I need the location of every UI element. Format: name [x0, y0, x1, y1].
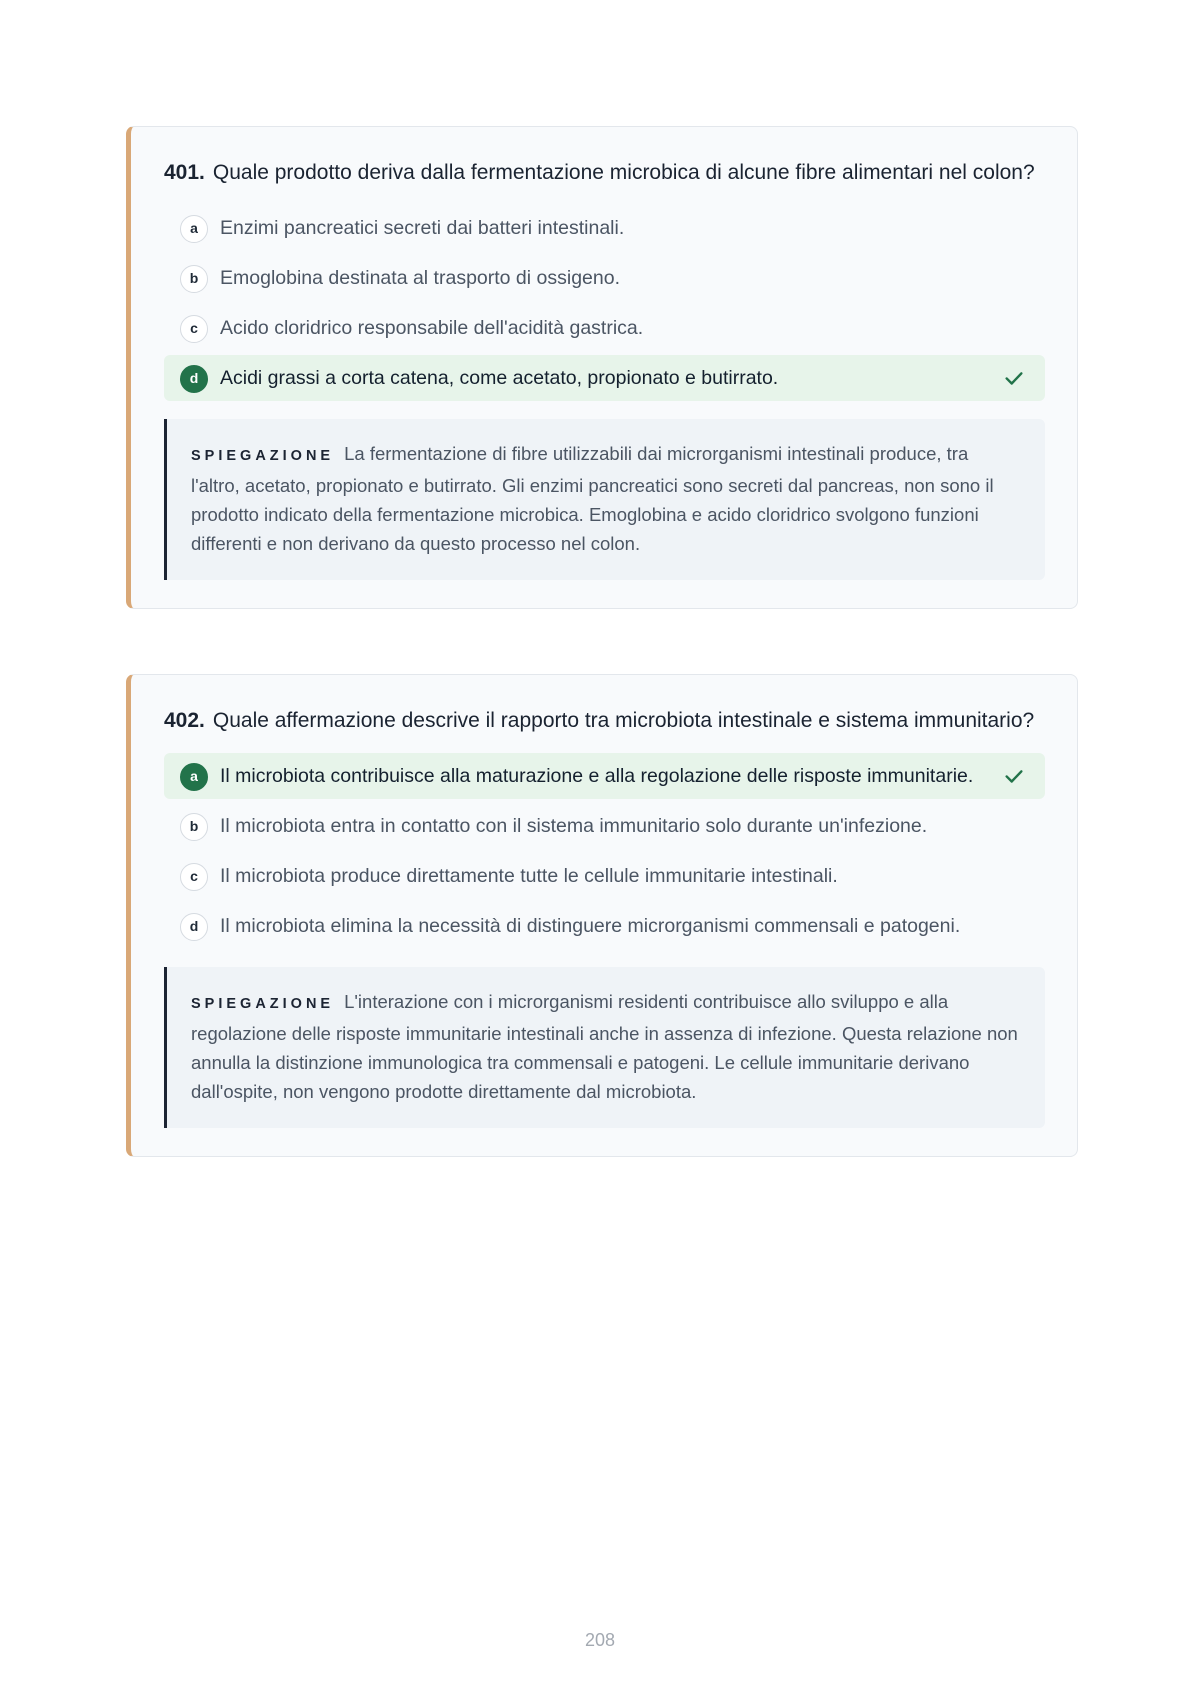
question-card-401: [126, 126, 1078, 609]
option-text: Enzimi pancreatici secreti dai batteri intestinali.: [220, 217, 625, 239]
answer-option-c[interactable]: [164, 305, 1045, 351]
question-body: Quale prodotto deriva dalla fermentazione microbica di alcune fibre alimentari nel colon?: [212, 161, 1035, 184]
answer-option-c[interactable]: [164, 853, 1045, 899]
option-text: Acidi grassi a corta catena, come acetato, propionato e butirrato.: [220, 367, 779, 389]
option-letter-badge: a: [180, 215, 208, 243]
option-text: Acido cloridrico responsabile dell'acidità gastrica.: [220, 317, 644, 339]
option-text: Il microbiota elimina la necessità di distinguere microrganismi commensali e patogeni.: [220, 915, 961, 937]
option-letter-badge: a: [180, 763, 208, 791]
question-body: Quale affermazione descrive il rapporto tra microbiota intestinale e sistema immunitario?: [212, 709, 1035, 732]
question-number: 402.: [164, 709, 205, 732]
option-letter-badge: b: [180, 813, 208, 841]
answer-option-a-correct[interactable]: [164, 753, 1045, 799]
option-letter-badge: d: [180, 913, 208, 941]
option-text: Il microbiota contribuisce alla maturazione e alla regolazione delle risposte immunitarie.: [220, 765, 974, 787]
option-text: Il microbiota produce direttamente tutte le cellule immunitarie intestinali.: [220, 865, 838, 887]
answer-option-d[interactable]: [164, 903, 1045, 949]
checkmark-icon: [1003, 765, 1025, 787]
explanation-text: La fermentazione di fibre utilizzabili dai microrganismi intestinali produce, tra l'altro, acetato, propionato e butirrato. Gli enzimi pancreatici sono secreti dal pancreas, non sono il prodotto indicato della fermentazione microbica. Emoglobina e acido cloridrico svolgono funzioni differenti e non derivano da questo processo nel colon.: [191, 443, 994, 554]
page-number: 208: [584, 1630, 616, 1650]
question-text: [164, 157, 1045, 189]
option-letter-badge: b: [180, 265, 208, 293]
answer-option-b[interactable]: [164, 255, 1045, 301]
answer-options: [164, 205, 1045, 401]
explanation-label: SPIEGAZIONE: [191, 448, 335, 464]
answer-option-b[interactable]: [164, 803, 1045, 849]
answer-option-d-correct[interactable]: [164, 355, 1045, 401]
question-text: [164, 705, 1045, 737]
answer-options: [164, 753, 1045, 949]
explanation-box: [164, 967, 1045, 1128]
option-letter-badge: c: [180, 315, 208, 343]
answer-option-a[interactable]: [164, 205, 1045, 251]
explanation-text: L'interazione con i microrganismi residenti contribuisce allo sviluppo e alla regolazione delle risposte immunitarie intestinali anche in assenza di infezione. Questa relazione non annulla la distinzione immunologica tra commensali e patogeni. Le cellule immunitarie derivano dall'ospite, non vengono prodotte direttamente dal microbiota.: [191, 991, 1018, 1102]
explanation-label: SPIEGAZIONE: [191, 996, 335, 1012]
checkmark-icon: [1003, 367, 1025, 389]
question-number: 401.: [164, 161, 205, 184]
question-card-402: [126, 674, 1078, 1157]
option-letter-badge: d: [180, 365, 208, 393]
explanation-box: [164, 419, 1045, 580]
option-letter-badge: c: [180, 863, 208, 891]
option-text: Il microbiota entra in contatto con il sistema immunitario solo durante un'infezione.: [220, 815, 928, 837]
option-text: Emoglobina destinata al trasporto di ossigeno.: [220, 267, 620, 289]
